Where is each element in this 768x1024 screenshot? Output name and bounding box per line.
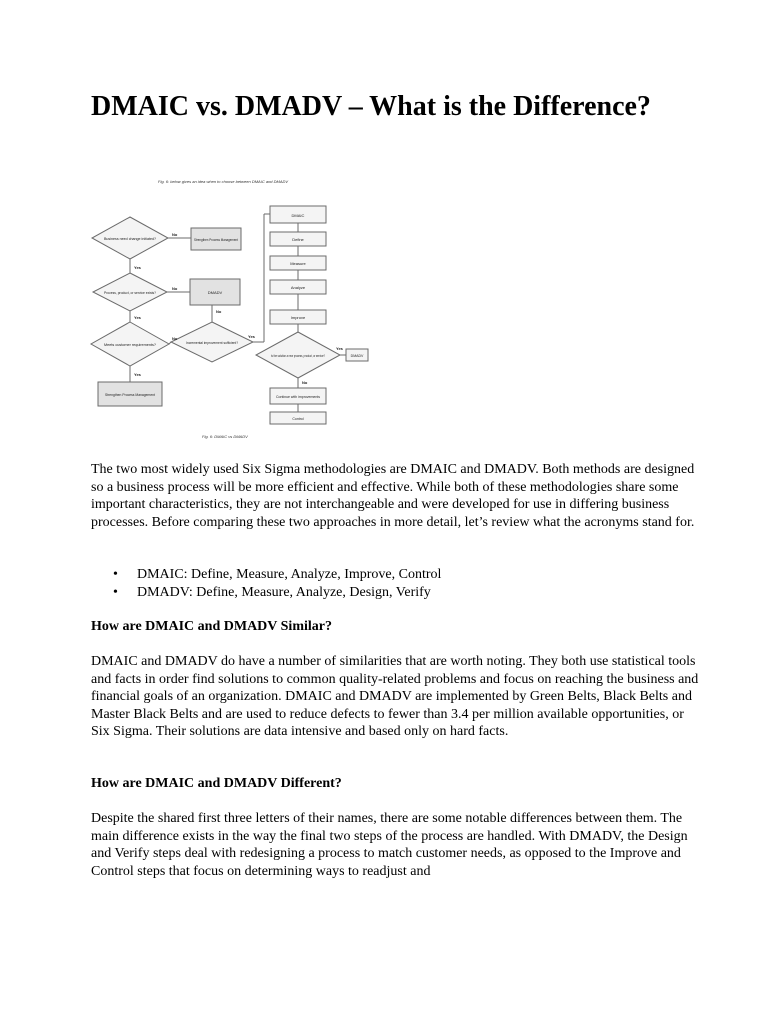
decision-customer-req-label: Meets customer requirements? xyxy=(104,343,157,347)
step-define-label: Define xyxy=(292,237,304,242)
list-item-text: DMADV: Define, Measure, Analyze, Design, Verify xyxy=(137,584,431,600)
step-improve-label: Improve xyxy=(290,315,306,320)
box-continue-label: Continue with improvements xyxy=(276,395,321,399)
label-yes-3: Yes xyxy=(134,372,141,377)
flowchart-figure xyxy=(88,172,380,444)
step-dmaic-label: DMAIC xyxy=(291,213,305,218)
bullet-icon: • xyxy=(113,584,118,600)
label-yes-5: Yes xyxy=(336,346,343,351)
acronym-list xyxy=(91,566,441,601)
label-yes-1: Yes xyxy=(134,265,141,270)
list-item xyxy=(91,566,441,584)
decision-process-exists-label: Process, product, or service exists? xyxy=(104,291,157,295)
box-control-label: Control xyxy=(292,417,304,421)
figure-footer-caption: Fig. 6: DMAIC vs DMADV xyxy=(202,434,248,439)
label-yes-2: Yes xyxy=(134,315,141,320)
label-no-4: No xyxy=(216,309,222,314)
label-no-1: No xyxy=(172,232,178,237)
list-item-text: DMAIC: Define, Measure, Analyze, Improve, Control xyxy=(137,567,442,582)
intro-paragraph: The two most widely used Six Sigma methodologies are DMAIC and DMADV. Both methods are designed so a business process will be more efficient and effective. While both of these methodologies share some important characteristics, they are not interchangeable and were developed for use in differing business processes. Before comparing these two approaches in more detail, let’s review what the acronyms stand for. xyxy=(91,462,695,530)
similar-paragraph: DMAIC and DMADV do have a number of similarities that are worth noting. They both use statistical tools and facts in order find solutions to common quality-related problems and focus on reaching the business and financial goals of an organization. DMAIC and DMADV are implemented by Green Belts, Black Belts and Master Black Belts and are used to reduce defects to fewer than 3.4 per million available opportunities, or Six Sigma. Their solutions are data intensive and based only on hard facts. xyxy=(91,654,699,740)
decision-new-solution-label: Is the solution a new process, product, or service? xyxy=(271,354,326,358)
step-measure-label: Measure xyxy=(290,261,306,266)
box-strengthen-bottom-label: Strengthen Process Management xyxy=(105,393,156,397)
list-item xyxy=(91,584,441,602)
page-title: DMAIC vs. DMADV – What is the Difference? xyxy=(91,91,651,122)
label-yes-4: Yes xyxy=(248,334,255,339)
heading-different: How are DMAIC and DMADV Different? xyxy=(91,776,342,791)
box-dmadv-right-label: DMADV xyxy=(350,354,364,358)
decision-incremental-label: Incremental improvement sufficient? xyxy=(186,341,239,345)
decision-business-need-label: Business need change initiated? xyxy=(104,237,157,241)
box-dmadv-middle-label: DMADV xyxy=(207,290,223,295)
label-no-3: No xyxy=(172,336,178,341)
different-paragraph: Despite the shared first three letters of their names, there are some notable differences between them. The main difference exists in the way the final two steps of the process are handled. With DMADV, the Design and Verify steps deal with redesigning a process to match customer needs, as opposed to the Improve and Control steps that focus on determining ways to readjust and xyxy=(91,811,688,879)
heading-similar: How are DMAIC and DMADV Similar? xyxy=(91,619,332,634)
label-no-2: No xyxy=(172,286,178,291)
flowchart-svg xyxy=(88,172,380,444)
label-no-5: No xyxy=(302,380,308,385)
bullet-icon: • xyxy=(113,567,118,582)
box-strengthen-top-label: Strengthen Process Management xyxy=(194,238,239,242)
step-analyze-label: Analyze xyxy=(290,285,306,290)
figure-header-caption: Fig. 6: below gives an idea when to choose between DMAIC and DMADV xyxy=(158,179,289,184)
